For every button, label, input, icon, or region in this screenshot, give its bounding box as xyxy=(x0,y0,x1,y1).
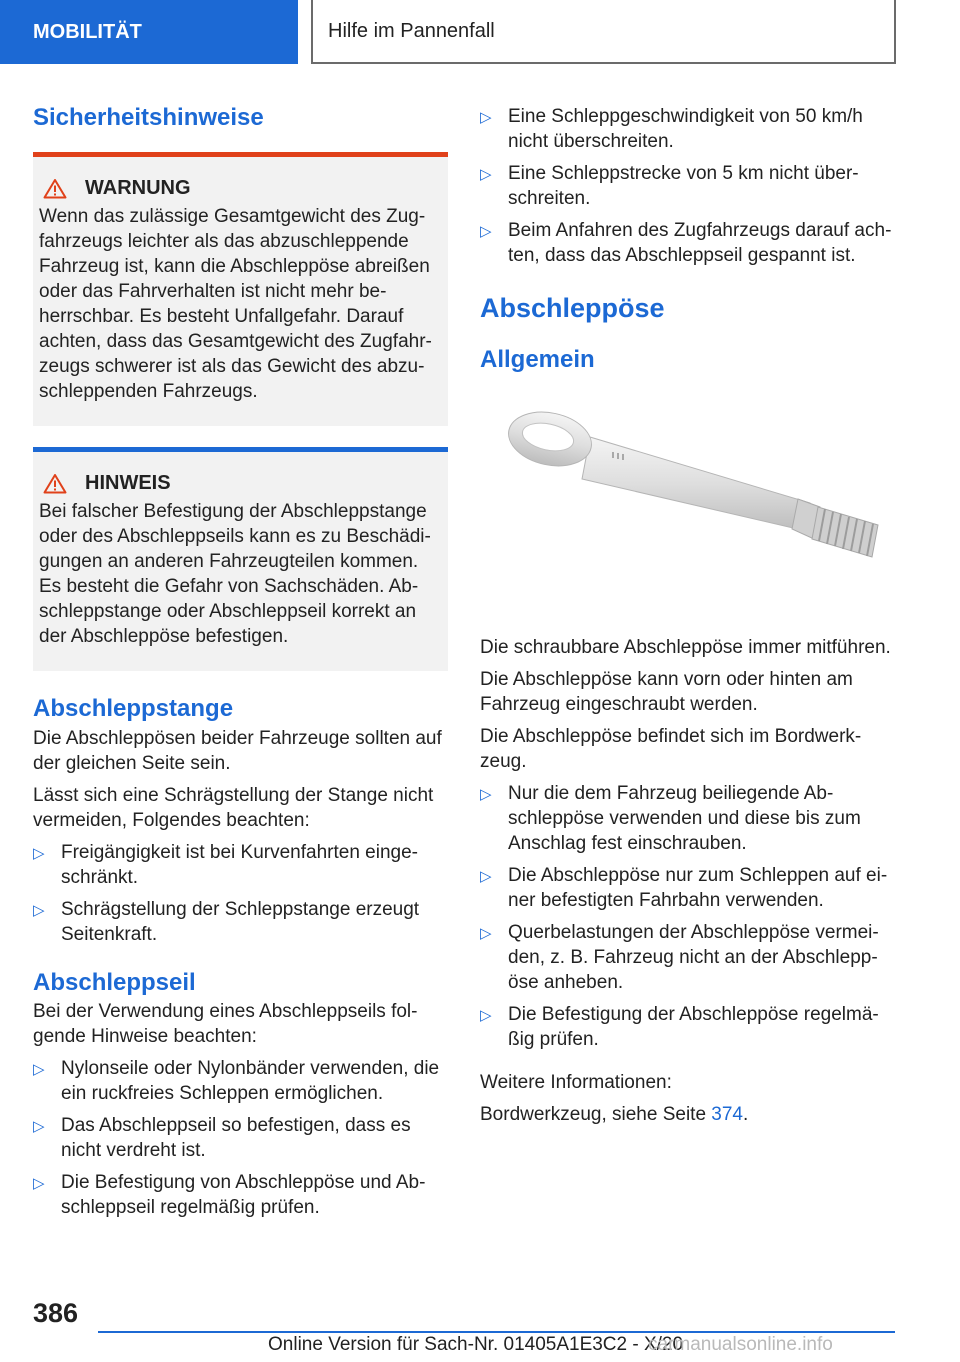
tow-eye-icon xyxy=(480,397,898,617)
bullet-icon: ▷ xyxy=(33,1061,45,1079)
list-item: ▷ Die Befestigung von Abschleppöse und Abschleppseil regelmäßig prüfen. xyxy=(33,1172,426,1219)
general-heading: Allgemein xyxy=(480,346,595,374)
warning-box xyxy=(33,152,448,426)
list-item: ▷ Beim Anfahren des Zugfahrzeugs darauf achten, dass das Abschleppseil gespannt ist. xyxy=(480,220,892,266)
tow-bar-paragraph: Die Abschleppösen beider Fahrzeuge sollten auf der gleichen Seite sein. xyxy=(33,727,442,774)
right-column xyxy=(480,96,898,1134)
tow-bar-paragraph: Lässt sich eine Schrägstellung der Stange nicht vermeiden, Folgendes beachten: xyxy=(33,784,434,831)
list-item: ▷ Schrägstellung der Schleppstange erzeugt Seitenkraft. xyxy=(33,898,420,945)
bullet-icon: ▷ xyxy=(480,109,492,126)
left-column xyxy=(33,96,448,1227)
bullet-icon: ▷ xyxy=(480,786,492,804)
list-item: ▷ Querbelastungen der Abschleppöse vermeiden, z. B. Fahrzeug nicht an der Abschleppöse anheben. xyxy=(480,922,879,994)
tow-rope-paragraph: Bei der Verwendung eines Abschleppseils folgende Hinweise beachten: xyxy=(33,1001,418,1048)
towing-limits-list xyxy=(480,104,898,268)
bullet-icon: ▷ xyxy=(33,901,45,919)
header-chapter-tab xyxy=(311,0,896,64)
hint-box xyxy=(33,447,448,671)
tow-rope-list xyxy=(33,1056,448,1220)
tow-bar-list xyxy=(33,840,448,947)
cross-reference: Bordwerkzeug, siehe Seite 374. xyxy=(480,1104,749,1126)
bullet-icon: ▷ xyxy=(480,166,492,183)
hint-title-row xyxy=(39,472,440,495)
list-item: ▷ Die Befestigung der Abschleppöse regelmäßig prüfen. xyxy=(480,1004,879,1051)
bullet-icon: ▷ xyxy=(480,925,492,943)
list-item: ▷ Die Abschleppöse nur zum Schleppen auf einer befestigten Fahrbahn verwenden. xyxy=(480,865,888,912)
tow-eye-list xyxy=(480,781,898,1052)
header-section-label: MOBILITÄT xyxy=(33,20,142,43)
page-number: 386 xyxy=(33,1298,79,1328)
list-item: ▷ Nur die dem Fahrzeug beiliegende Abschleppöse verwenden und diese bis zum Anschlag fest einschrauben. xyxy=(480,783,861,855)
list-item: ▷ Eine Schleppgeschwindigkeit von 50 km/h nicht überschreiten. xyxy=(480,106,863,152)
tow-eye-paragraph: Die Abschleppöse befindet sich im Bordwerkzeug. xyxy=(480,726,862,773)
footer-divider xyxy=(98,1331,895,1333)
hint-title: HINWEIS xyxy=(85,471,171,494)
tow-eye-illustration xyxy=(480,397,898,617)
tow-eye-paragraph: Die schraubbare Abschleppöse immer mitführen. xyxy=(480,637,891,659)
warning-title: WARNUNG xyxy=(85,176,191,199)
list-item: ▷ Nylonseile oder Nylonbänder verwenden, die ein ruckfreies Schleppen ermöglichen. xyxy=(33,1058,440,1105)
online-version-text: Online Version für Sach-Nr. 01405A1E3C2 - X/20 xyxy=(268,1334,684,1355)
tow-eye-heading: Abschleppöse xyxy=(480,293,665,323)
bullet-icon: ▷ xyxy=(480,1007,492,1025)
header-section-tab xyxy=(0,0,298,64)
warning-triangle-icon xyxy=(43,178,67,199)
watermark-text: carmanualsonline.info xyxy=(648,1334,833,1355)
safety-heading: Sicherheitshinweise xyxy=(33,104,264,131)
tow-eye-paragraph: Die Abschleppöse kann vorn oder hinten am Fahrzeug eingeschraubt werden. xyxy=(480,669,853,716)
bullet-icon: ▷ xyxy=(33,1175,45,1193)
hint-text: Bei falscher Befestigung der Abschleppstange oder des Abschleppseils kann es zu Beschädigungen an anderen Fahrzeugteilen kommen. Es besteht die Gefahr von Sachschäden. Abschleppstange oder Abschleppseil korrekt an der Abschleppöse befestigen. xyxy=(39,500,431,647)
bullet-icon: ▷ xyxy=(480,868,492,886)
warning-text: Wenn das zulässige Gesamtgewicht des Zugfahrzeugs leichter als das abzuschleppende Fahrzeug ist, kann die Abschleppöse abreißen oder das Fahrverhalten ist nicht mehr beherrschbar. Es besteht Unfallgefahr. Darauf achten, dass das Gesamtgewicht des Zugfahrzeugs schwerer ist als das Gewicht des abzuschleppenden Fahrzeugs. xyxy=(39,205,432,402)
bullet-icon: ▷ xyxy=(33,844,45,862)
tow-bar-heading: Abschleppstange xyxy=(33,694,234,722)
tow-rope-heading: Abschleppseil xyxy=(33,968,196,996)
list-item: ▷ Das Abschleppseil so befestigen, dass es nicht verdreht ist. xyxy=(33,1115,411,1162)
bullet-icon: ▷ xyxy=(33,1118,45,1136)
header-chapter-label: Hilfe im Pannenfall xyxy=(328,19,495,42)
list-item: ▷ Freigängigkeit ist bei Kurvenfahrten eingeschränkt. xyxy=(33,841,418,888)
warning-title-row xyxy=(39,177,440,200)
page-reference-link[interactable]: 374 xyxy=(711,1104,743,1126)
more-info-label: Weitere Informationen: xyxy=(480,1072,672,1094)
list-item: ▷ Eine Schleppstrecke von 5 km nicht überschreiten. xyxy=(480,163,859,209)
warning-triangle-icon xyxy=(43,473,67,494)
bullet-icon: ▷ xyxy=(480,223,492,240)
